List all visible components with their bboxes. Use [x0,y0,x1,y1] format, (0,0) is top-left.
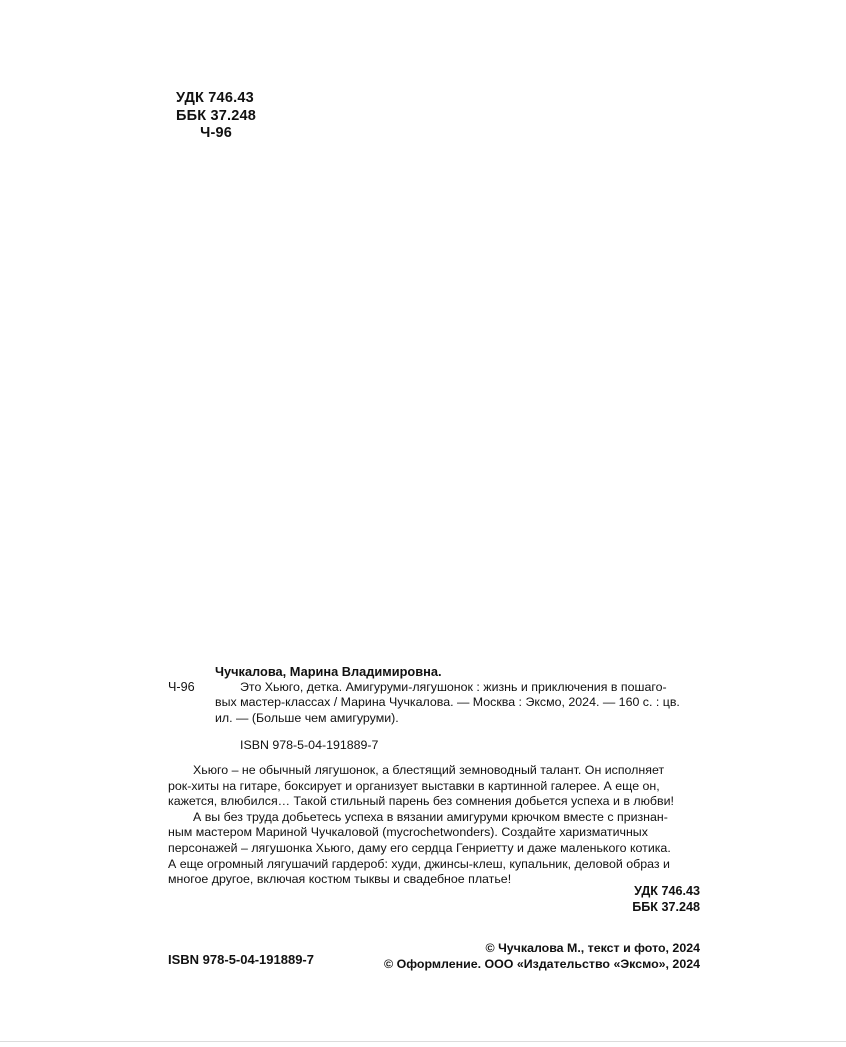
bbk-code: ББК 37.248 [176,107,257,124]
classification-codes-block [176,90,256,143]
page-bottom-edge [0,1041,846,1042]
footer-isbn: ISBN 978-5-04-191889-7 [168,952,314,967]
udk-code-right: УДК 746.43 [634,884,700,898]
description-line-2: вых мастер-классах / Марина Чучкалова. — Москва : Эксмо, 2024. — 160 с. : цв. [215,695,680,710]
copyright-line-1: © Чучкалова М., текст и фото, 2024 [485,941,700,955]
description-line-1: Это Хьюго, детка. Амигуруми-лягушонок : жизнь и приключения в пошаго- [240,679,667,694]
copyright-line-2: © Оформление. ООО «Издательство «Эксмо», 2024 [384,957,700,971]
copyright-block [168,940,700,972]
annotation-p1-line-2: рок-хиты на гитаре, боксирует и организует выставки в картинной галерее. А еще он, [168,778,660,793]
annotation-p1-line-1: Хьюго – не обычный лягушонок, а блестящий земноводный талант. Он исполняет [193,763,665,777]
author-sign: Ч-96 [200,125,233,141]
catalog-entry [168,664,788,754]
annotation-block [168,763,788,888]
annotation-p1-line-3: кажется, влюбился… Такой стильный парень без сомнения добьется успеха и в любви! [168,794,674,809]
catalog-isbn: ISBN 978-5-04-191889-7 [240,738,379,753]
annotation-p2-line-5: многое другое, включая костюм тыквы и свадебное платье! [168,872,512,887]
annotation-p2-line-3: персонажей – лягушонка Хьюго, даму его сердца Генриетту и даже маленького котика. [168,840,671,855]
bbk-code-right: ББК 37.248 [632,899,700,914]
margin-author-sign: Ч-96 [168,680,195,694]
annotation-p2-line-1: А вы без труда добьетесь успеха в вязании амигуруми крючком вместе с признан- [193,809,668,824]
description-line-3: ил. — (Больше чем амигуруми). [215,710,399,725]
annotation-p2-line-4: А еще огромный лягушачий гардероб: худи, джинсы-клеш, купальник, деловой образ и [168,856,670,871]
author-heading: Чучкалова, Марина Владимировна. [215,664,442,679]
udk-code: УДК 746.43 [176,90,254,106]
annotation-p2-line-2: ным мастером Мариной Чучкаловой (mycrochetwonders). Создайте харизматичных [168,825,648,840]
classification-codes-right [168,884,700,915]
